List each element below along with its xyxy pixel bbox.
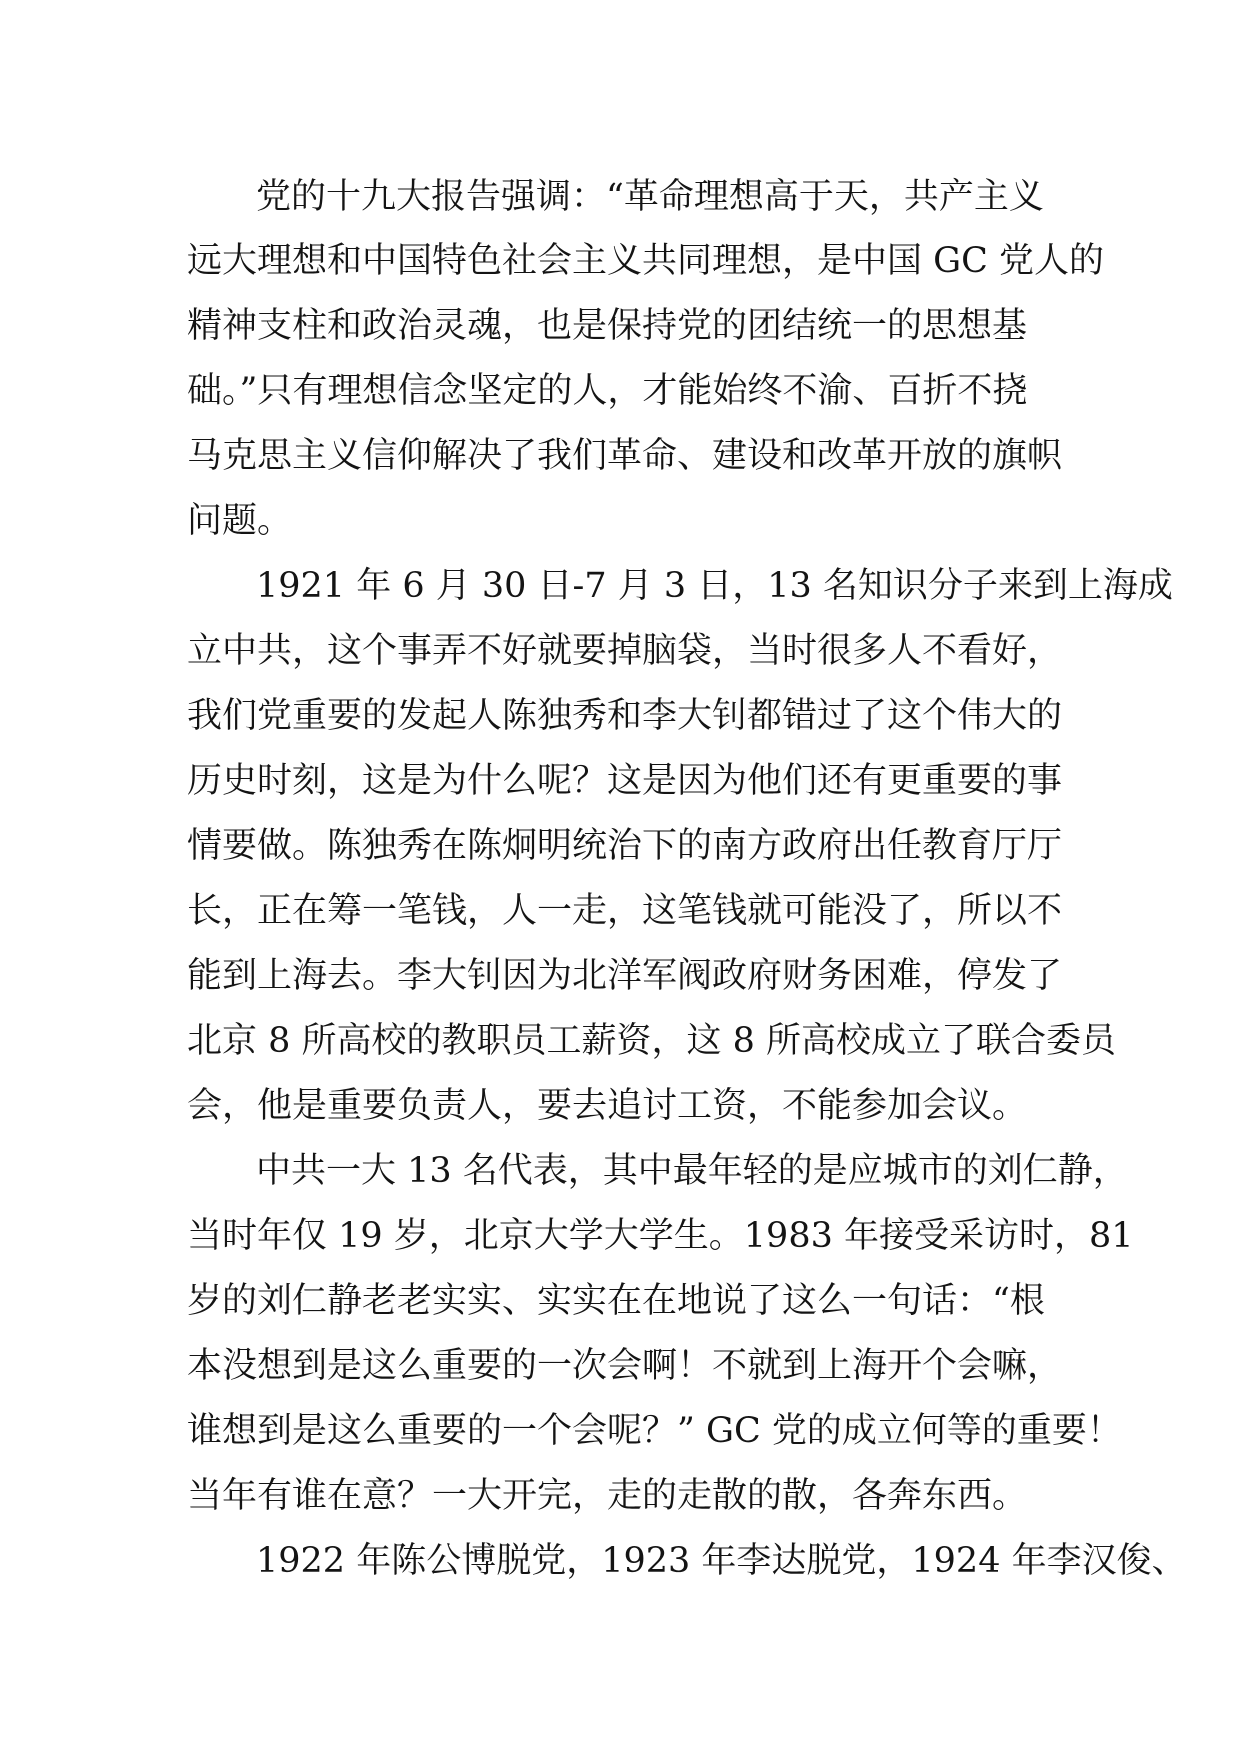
- paragraph-3-line-3: 岁的刘仁静老老实实、实实在在地说了这么一句话：“根: [187, 1281, 1045, 1321]
- paragraph-2-line-4: 历史时刻，这是为什么呢？这是因为他们还有更重要的事: [187, 761, 1063, 801]
- paragraph-1-line-5: 马克思主义信仰解决了我们革命、建设和改革开放的旗帜: [187, 436, 1063, 476]
- paragraph-2-line-3: 我们党重要的发起人陈独秀和李大钊都错过了这个伟大的: [187, 696, 1063, 736]
- paragraph-3-line-1: 中共一大 13 名代表，其中最年轻的是应城市的刘仁静，: [256, 1151, 1128, 1191]
- paragraph-2-line-2: 立中共，这个事弄不好就要掉脑袋，当时很多人不看好，: [187, 631, 1063, 671]
- paragraph-2-line-6: 长，正在筹一笔钱，人一走，这笔钱就可能没了，所以不: [187, 891, 1063, 931]
- paragraph-3-line-6: 当年有谁在意？一大开完，走的走散的散，各奔东西。: [187, 1476, 1028, 1516]
- paragraph-3-line-2: 当时年仅 19 岁，北京大学大学生。1983 年接受采访时，81: [187, 1216, 1134, 1256]
- paragraph-3-line-5: 谁想到是这么重要的一个会呢？” GC 党的成立何等的重要！: [187, 1411, 1122, 1451]
- paragraph-2-line-7: 能到上海去。李大钊因为北洋军阀政府财务困难，停发了: [187, 956, 1063, 996]
- paragraph-1-line-4: 础。”只有理想信念坚定的人，才能始终不渝、百折不挠: [187, 371, 1028, 411]
- paragraph-2-line-5: 情要做。陈独秀在陈炯明统治下的南方政府出任教育厅厅: [187, 826, 1063, 866]
- paragraph-1-line-6: 问题。: [187, 501, 293, 541]
- paragraph-1-line-2: 远大理想和中国特色社会主义共同理想，是中国 GC 党人的: [187, 241, 1104, 281]
- paragraph-2-line-8: 北京 8 所高校的教职员工薪资，这 8 所高校成立了联合委员: [187, 1021, 1117, 1061]
- paragraph-1-line-1: 党的十九大报告强调：“革命理想高于天，共产主义: [256, 177, 1044, 217]
- paragraph-2-line-9: 会，他是重要负责人，要去追讨工资，不能参加会议。: [187, 1086, 1028, 1126]
- paragraph-2-line-1: 1921 年 6 月 30 日-7 月 3 日，13 名知识分子来到上海成: [256, 566, 1173, 606]
- paragraph-1-line-3: 精神支柱和政治灵魂，也是保持党的团结统一的思想基: [187, 306, 1028, 346]
- paragraph-4-line-1: 1922 年陈公博脱党，1923 年李达脱党，1924 年李汉俊、: [256, 1541, 1187, 1581]
- paragraph-3-line-4: 本没想到是这么重要的一次会啊！不就到上海开个会嘛，: [187, 1346, 1063, 1386]
